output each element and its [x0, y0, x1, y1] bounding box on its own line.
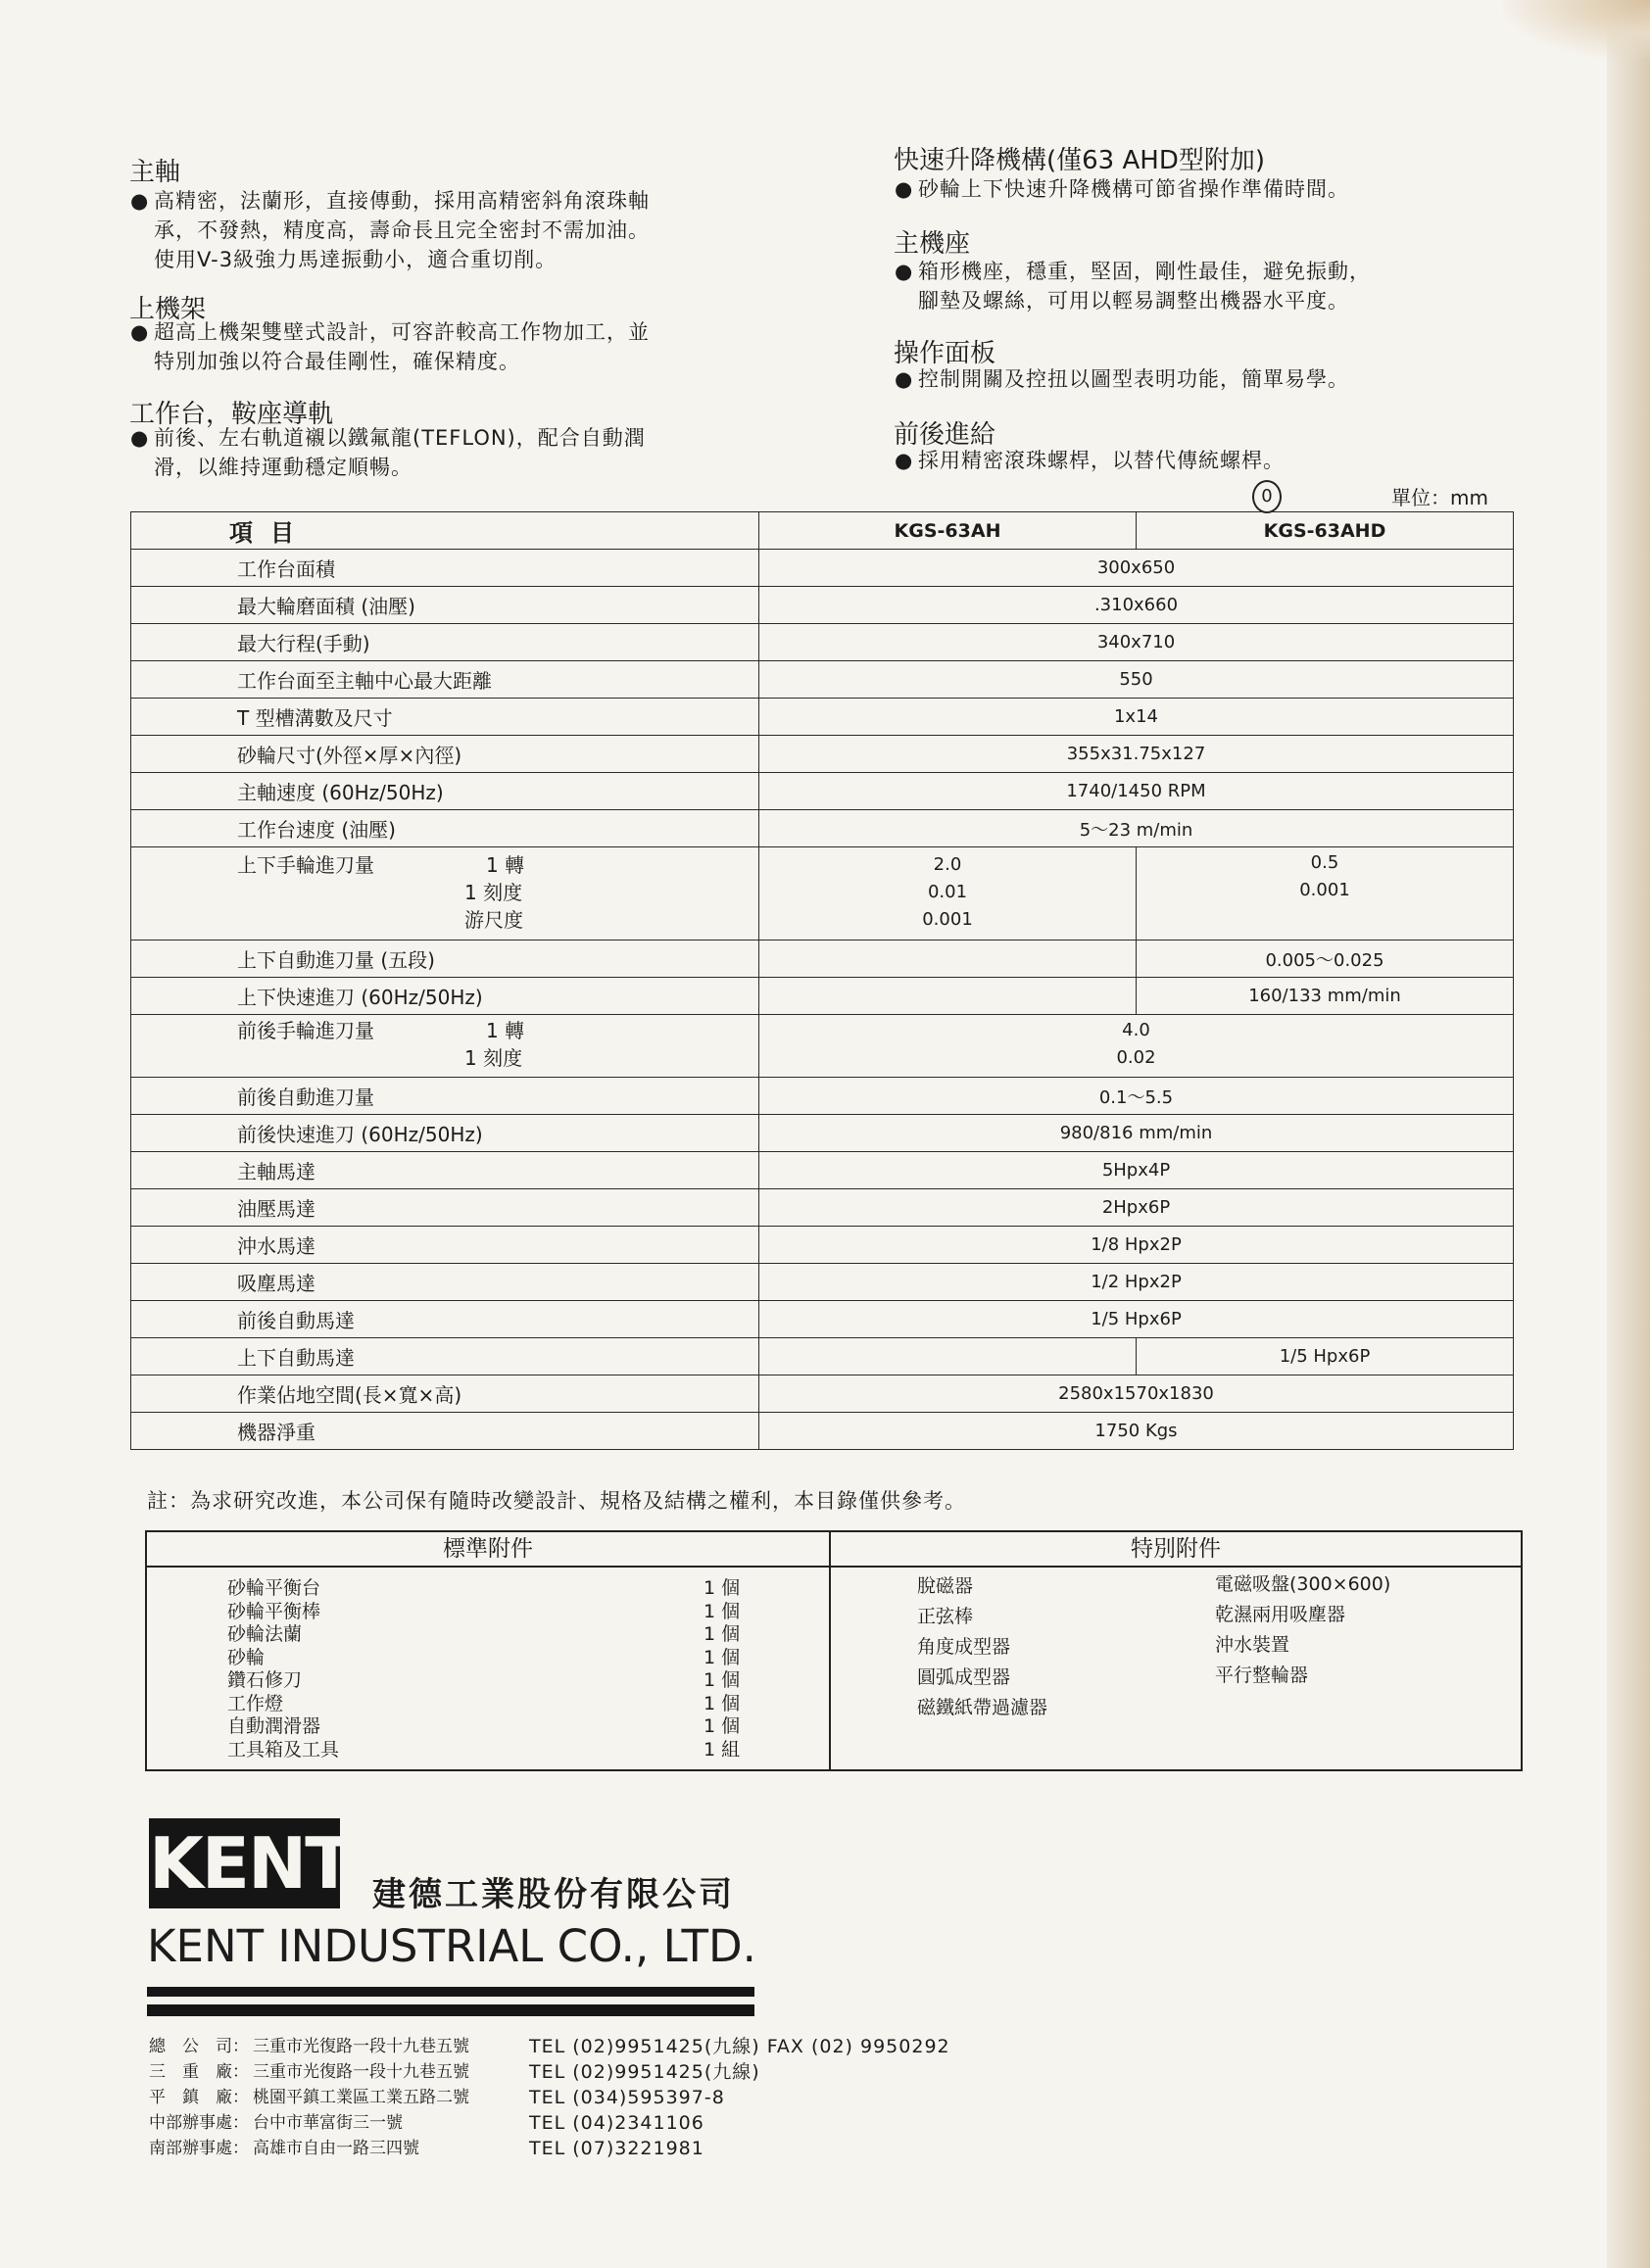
divider-bar [147, 2004, 754, 2016]
divider-bar [147, 1987, 754, 1997]
list-item: 角度成型器 [917, 1636, 1011, 1658]
row-label: 工作台面至主軸中心最大距離 [131, 661, 759, 699]
table-row [131, 1413, 1514, 1450]
page-edge [1607, 0, 1650, 2268]
list-item: 工具箱及工具 [227, 1738, 340, 1761]
table-row [131, 1152, 1514, 1189]
list-item: 沖水裝置 [1215, 1634, 1290, 1656]
row-label: 砂輪尺寸(外徑×厚×內徑) [131, 736, 759, 773]
list-item-qty: 1 個 [704, 1577, 741, 1599]
table-row-cross-manual [131, 1015, 1514, 1078]
feature-title-upper-frame: 上機架 [129, 295, 207, 324]
list-item: 正弦棒 [917, 1606, 974, 1627]
feature-title-cross-feed: 前後進給 [894, 420, 996, 450]
feature-desc-main-base: ● 箱形機座，穩重，堅固，剛性最佳，避免振動， 腳墊及螺絲，可用以輕易調整出機器水平度。 [895, 257, 1371, 315]
row-label: 主軸速度 (60Hz/50Hz) [131, 773, 759, 810]
row-label: 前後快速進刀 (60Hz/50Hz) [131, 1115, 759, 1152]
list-item-qty: 1 個 [704, 1623, 741, 1645]
row-value: 1/8 Hpx2P [759, 1227, 1514, 1264]
row-label: 最大輪磨面積 (油壓) [131, 587, 759, 624]
row-value: 550 [759, 661, 1514, 699]
company-name-cn: 建德工業股份有限公司 [372, 1875, 735, 1914]
row-label: 上下手輪進刀量 1 轉 1 刻度 游尺度 [131, 847, 759, 941]
feature-desc-spindle: ● 高精密，法蘭形，直接傳動，採用高精密斜角滾珠軸 承，不發熱，精度高，壽命長且完全密封不需加油。 使用V-3級強力馬達振動小，適合重切削。 [130, 186, 650, 274]
row-value: 2580x1570x1830 [759, 1375, 1514, 1413]
list-item: 平行整輪器 [1215, 1665, 1309, 1686]
standard-accessories-list [227, 1577, 339, 1761]
row-value: 1750 Kgs [759, 1413, 1514, 1450]
list-item-qty: 1 個 [704, 1646, 741, 1668]
circle-mark: 0 [1252, 480, 1282, 513]
table-row [131, 810, 1514, 847]
list-item: 工作燈 [227, 1692, 284, 1714]
list-item-qty: 1 個 [704, 1600, 741, 1622]
row-label: 主軸馬達 [131, 1152, 759, 1189]
feature-desc-cross-feed: ● 採用精密滾珠螺桿，以替代傳統螺桿。 [895, 446, 1285, 475]
row-value: 355x31.75x127 [759, 736, 1514, 773]
table-row [131, 736, 1514, 773]
list-item-qty: 1 組 [704, 1738, 741, 1761]
feature-title-table-saddle: 工作台，鞍座導軌 [129, 400, 334, 429]
row-value-63ah [759, 1338, 1137, 1375]
table-row [131, 1078, 1514, 1115]
table-row [131, 699, 1514, 736]
table-row [131, 1375, 1514, 1413]
list-item-qty: 1 個 [704, 1715, 741, 1737]
table-row [131, 1115, 1514, 1152]
bullet-icon: ● [895, 177, 914, 201]
table-row [131, 773, 1514, 810]
row-label: 上下自動進刀量 (五段) [131, 941, 759, 978]
table-row [131, 550, 1514, 587]
list-item: 圓弧成型器 [917, 1666, 1011, 1688]
row-value: .310x660 [759, 587, 1514, 624]
table-row [131, 1227, 1514, 1264]
office-phones: TEL (02)9951425(九線) FAX (02) 9950292 TEL (02)9951425(九線) TEL (034)595397-8 TEL (04)2341106 TEL (07)3221981 [529, 2036, 950, 2159]
table-row [131, 624, 1514, 661]
table-row [131, 1189, 1514, 1227]
list-item: 鑽石修刀 [227, 1669, 303, 1691]
row-value: 1/2 Hpx2P [759, 1264, 1514, 1301]
table-row [131, 978, 1514, 1015]
sub-labels: 1 轉 1 刻度 游尺度 [464, 853, 525, 932]
row-label: 作業佔地空間(長×寬×高) [131, 1375, 759, 1413]
table-row [131, 587, 1514, 624]
feature-desc-table-saddle: ● 前後、左右軌道襯以鐵氟龍(TEFLON)，配合自動潤 滑，以維持運動穩定順暢。 [130, 423, 646, 482]
row-label: 工作台速度 (油壓) [131, 810, 759, 847]
bullet-icon: ● [895, 367, 914, 391]
row-label: 前後手輪進刀量 1 轉 1 刻度 [131, 1015, 759, 1078]
list-item: 砂輪法蘭 [227, 1623, 303, 1645]
list-item: 磁鐵紙帶過濾器 [917, 1697, 1048, 1718]
row-value: 5～23 m/min [759, 810, 1514, 847]
row-value: 1740/1450 RPM [759, 773, 1514, 810]
row-value: 300x650 [759, 550, 1514, 587]
company-name-en: KENT INDUSTRIAL CO., LTD. [147, 1920, 756, 1972]
table-row-manual-feed [131, 847, 1514, 941]
table-row [131, 1264, 1514, 1301]
row-value-63ah [759, 978, 1137, 1015]
feature-title-control-panel: 操作面板 [894, 339, 996, 368]
standard-accessories-qty [704, 1577, 740, 1761]
accessories-box [145, 1530, 1523, 1771]
row-value-63ahd: 0.005～0.025 [1137, 941, 1514, 978]
feature-title-main-base: 主機座 [894, 229, 971, 259]
bullet-icon: ● [130, 426, 150, 450]
bullet-icon: ● [895, 449, 914, 472]
row-value-63ahd: 0.5 0.001 [1137, 847, 1514, 941]
list-item: 砂輪平衡棒 [227, 1600, 321, 1622]
special-accessories-title: 特別附件 [831, 1532, 1521, 1568]
feature-title-spindle: 主軸 [129, 158, 181, 187]
list-item: 電磁吸盤(300×600) [1215, 1573, 1391, 1595]
spec-table [130, 511, 1514, 1450]
row-label: 吸塵馬達 [131, 1264, 759, 1301]
row-value: 980/816 mm/min [759, 1115, 1514, 1152]
table-row [131, 1301, 1514, 1338]
list-item: 砂輪平衡台 [227, 1577, 321, 1599]
table-row [131, 1338, 1514, 1375]
standard-accessories-title: 標準附件 [147, 1532, 829, 1568]
table-row [131, 661, 1514, 699]
header-model-63ah: KGS-63AH [759, 512, 1137, 550]
row-label: 工作台面積 [131, 550, 759, 587]
spec-header-row [131, 512, 1514, 550]
corner-stain [1503, 0, 1650, 59]
list-item: 乾濕兩用吸塵器 [1215, 1604, 1346, 1625]
row-label: 最大行程(手動) [131, 624, 759, 661]
special-accessories-list-left [917, 1571, 1047, 1723]
row-value: 0.1～5.5 [759, 1078, 1514, 1115]
feature-desc-upper-frame: ● 超高上機架雙壁式設計，可容許較高工作物加工，並 特別加強以符合最佳剛性，確保精度。 [130, 317, 650, 376]
header-model-63ahd: KGS-63AHD [1137, 512, 1514, 550]
row-value-63ah: 2.0 0.01 0.001 [759, 847, 1137, 941]
bullet-icon: ● [130, 320, 150, 344]
table-row [131, 941, 1514, 978]
list-item: 自動潤滑器 [227, 1715, 321, 1737]
list-item: 脫磁器 [917, 1575, 974, 1597]
bullet-icon: ● [130, 189, 150, 213]
kent-logo: KENT [149, 1818, 340, 1908]
list-item-qty: 1 個 [704, 1669, 741, 1691]
feature-desc-rapid-elevation: ● 砂輪上下快速升降機構可節省操作準備時間。 [895, 174, 1349, 204]
feature-desc-control-panel: ● 控制開關及控扭以圖型表明功能，簡單易學。 [895, 364, 1349, 394]
row-value: 5Hpx4P [759, 1152, 1514, 1189]
office-addresses: 三重市光復路一段十九巷五號 三重市光復路一段十九巷五號 桃園平鎮工業區工業五路二號 台中市華富街三一號 高雄市自由一路三四號 [253, 2037, 469, 2158]
office-labels: 總 公 司： 三 重 廠： 平 鎮 廠： 中部辦事處： 南部辦事處： [149, 2037, 249, 2158]
row-label: 上下快速進刀 (60Hz/50Hz) [131, 978, 759, 1015]
row-value: 340x710 [759, 624, 1514, 661]
bullet-icon: ● [895, 260, 914, 283]
row-value-63ahd: 160/133 mm/min [1137, 978, 1514, 1015]
row-label: 沖水馬達 [131, 1227, 759, 1264]
disclaimer-note: 註：為求研究改進，本公司保有隨時改變設計、規格及結構之權利，本目錄僅供參考。 [147, 1489, 966, 1513]
row-label: 機器淨重 [131, 1413, 759, 1450]
row-label: 前後自動馬達 [131, 1301, 759, 1338]
feature-title-rapid-elevation: 快速升降機構(僅63 AHD型附加) [894, 146, 1265, 175]
row-label: 上下自動馬達 [131, 1338, 759, 1375]
list-item: 砂輪 [227, 1646, 266, 1668]
row-label: T 型槽溝數及尺寸 [131, 699, 759, 736]
row-value: 2Hpx6P [759, 1189, 1514, 1227]
list-item-qty: 1 個 [704, 1692, 741, 1714]
row-value: 1/5 Hpx6P [759, 1301, 1514, 1338]
row-value: 4.0 0.02 [759, 1015, 1514, 1078]
header-item: 項目 [131, 512, 759, 550]
sub-labels: 1 轉 1 刻度 [464, 1019, 525, 1070]
column-divider [829, 1532, 831, 1769]
row-value-63ah [759, 941, 1137, 978]
row-value-63ahd: 1/5 Hpx6P [1137, 1338, 1514, 1375]
row-value: 1x14 [759, 699, 1514, 736]
unit-label: 單位：mm [1391, 486, 1488, 509]
row-label: 前後自動進刀量 [131, 1078, 759, 1115]
row-label: 油壓馬達 [131, 1189, 759, 1227]
special-accessories-list-right [1215, 1569, 1390, 1691]
